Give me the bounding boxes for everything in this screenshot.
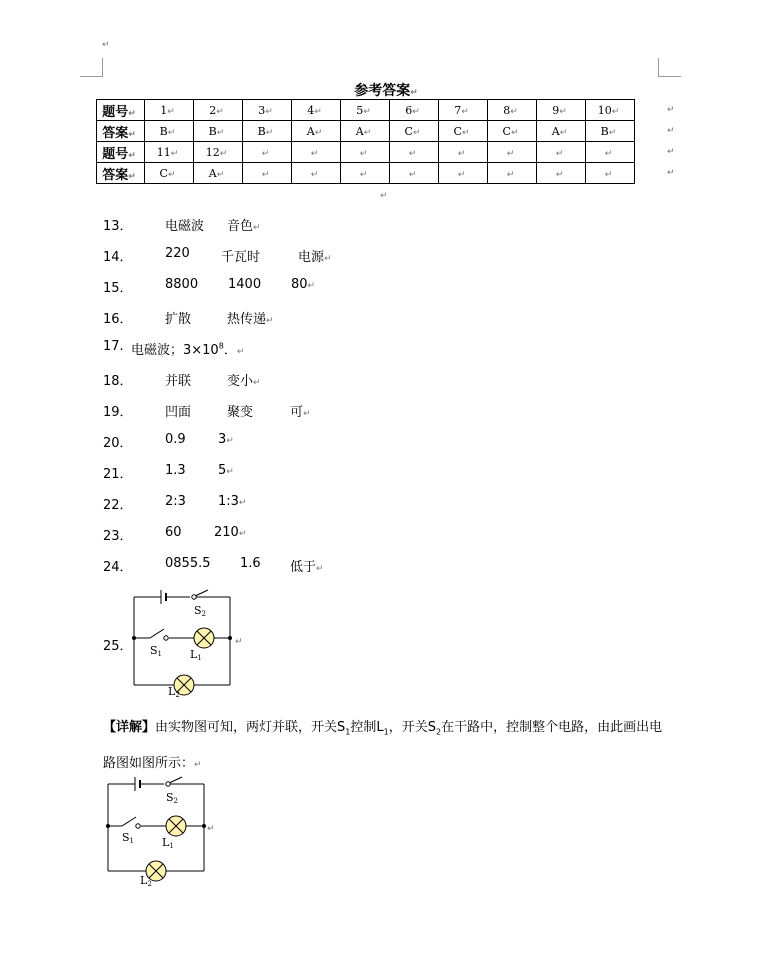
table-header-cell: 答案↵ [97,163,145,184]
table-cell: A↵ [537,121,586,142]
answer-table [96,99,635,184]
table-cell: A↵ [341,121,390,142]
svg-text:S1: S1 [150,644,163,658]
paragraph-mark: ↵ [380,191,388,201]
table-row-marks: ↵ ↵ ↵ ↵ [667,105,675,178]
paragraph-mark: ↵ [207,824,215,834]
table-cell: 6↵ [390,100,439,121]
table-cell: ↵ [243,142,292,163]
svg-text:L2: L2 [168,685,180,697]
table-header-cell: 题号↵ [97,100,145,121]
table-cell: C↵ [145,163,194,184]
table-row [97,163,635,184]
table-row [97,142,635,163]
circuit-diagram-q25 [128,587,248,697]
table-cell: ↵ [537,142,586,163]
explanation-paragraph: 【详解】由实物图可知，两灯并联，开关$S_1$控制$L_1$，开关$S_2$在干路中，控制整个电路，由此画出电路图如图所示：↵ [103,720,663,771]
lamp-l1-icon [166,816,186,836]
table-cell: ↵ [439,163,488,184]
paragraph-mark: ↵ [235,637,243,647]
table-cell: A↵ [292,121,341,142]
table-cell: 4↵ [292,100,341,121]
table-cell: B↵ [243,121,292,142]
svg-text:S1: S1 [122,831,135,845]
svg-text:L2: L2 [140,874,152,886]
table-cell: ↵ [390,142,439,163]
table-cell: C↵ [390,121,439,142]
table-cell: A↵ [194,163,243,184]
table-cell: ↵ [439,142,488,163]
table-cell: 2↵ [194,100,243,121]
table-header-cell: 题号↵ [97,142,145,163]
table-cell: ↵ [488,142,537,163]
circuit-diagram-explanation [102,774,222,886]
page-title: 参考答案↵ [354,83,418,99]
table-cell: ↵ [586,163,635,184]
svg-text:L1: L1 [162,836,174,850]
table-cell: ↵ [243,163,292,184]
table-cell: 8↵ [488,100,537,121]
table-cell: 10↵ [586,100,635,121]
table-cell: C↵ [488,121,537,142]
table-row [97,100,635,121]
table-cell: 1↵ [145,100,194,121]
paragraph-mark: ↵ [102,40,110,50]
svg-text:S2: S2 [166,791,179,805]
crop-mark-top-right [658,58,681,77]
table-cell: ↵ [292,163,341,184]
table-cell: B↵ [586,121,635,142]
table-cell: 11↵ [145,142,194,163]
svg-text:L1: L1 [190,648,202,662]
table-cell: 3↵ [243,100,292,121]
table-cell: ↵ [537,163,586,184]
svg-text:S2: S2 [194,604,207,618]
lamp-l2-icon [146,861,166,881]
table-row [97,121,635,142]
table-cell: 9↵ [537,100,586,121]
table-cell: B↵ [194,121,243,142]
table-cell: 7↵ [439,100,488,121]
table-cell: 5↵ [341,100,390,121]
table-cell: 12↵ [194,142,243,163]
crop-mark-top-left [80,58,103,77]
table-cell: ↵ [390,163,439,184]
table-cell: B↵ [145,121,194,142]
table-cell: ↵ [341,142,390,163]
table-header-cell: 答案↵ [97,121,145,142]
lamp-l1-icon [194,628,214,648]
table-cell: C↵ [439,121,488,142]
table-cell: ↵ [586,142,635,163]
table-cell: ↵ [292,142,341,163]
table-cell: ↵ [488,163,537,184]
table-cell: ↵ [341,163,390,184]
